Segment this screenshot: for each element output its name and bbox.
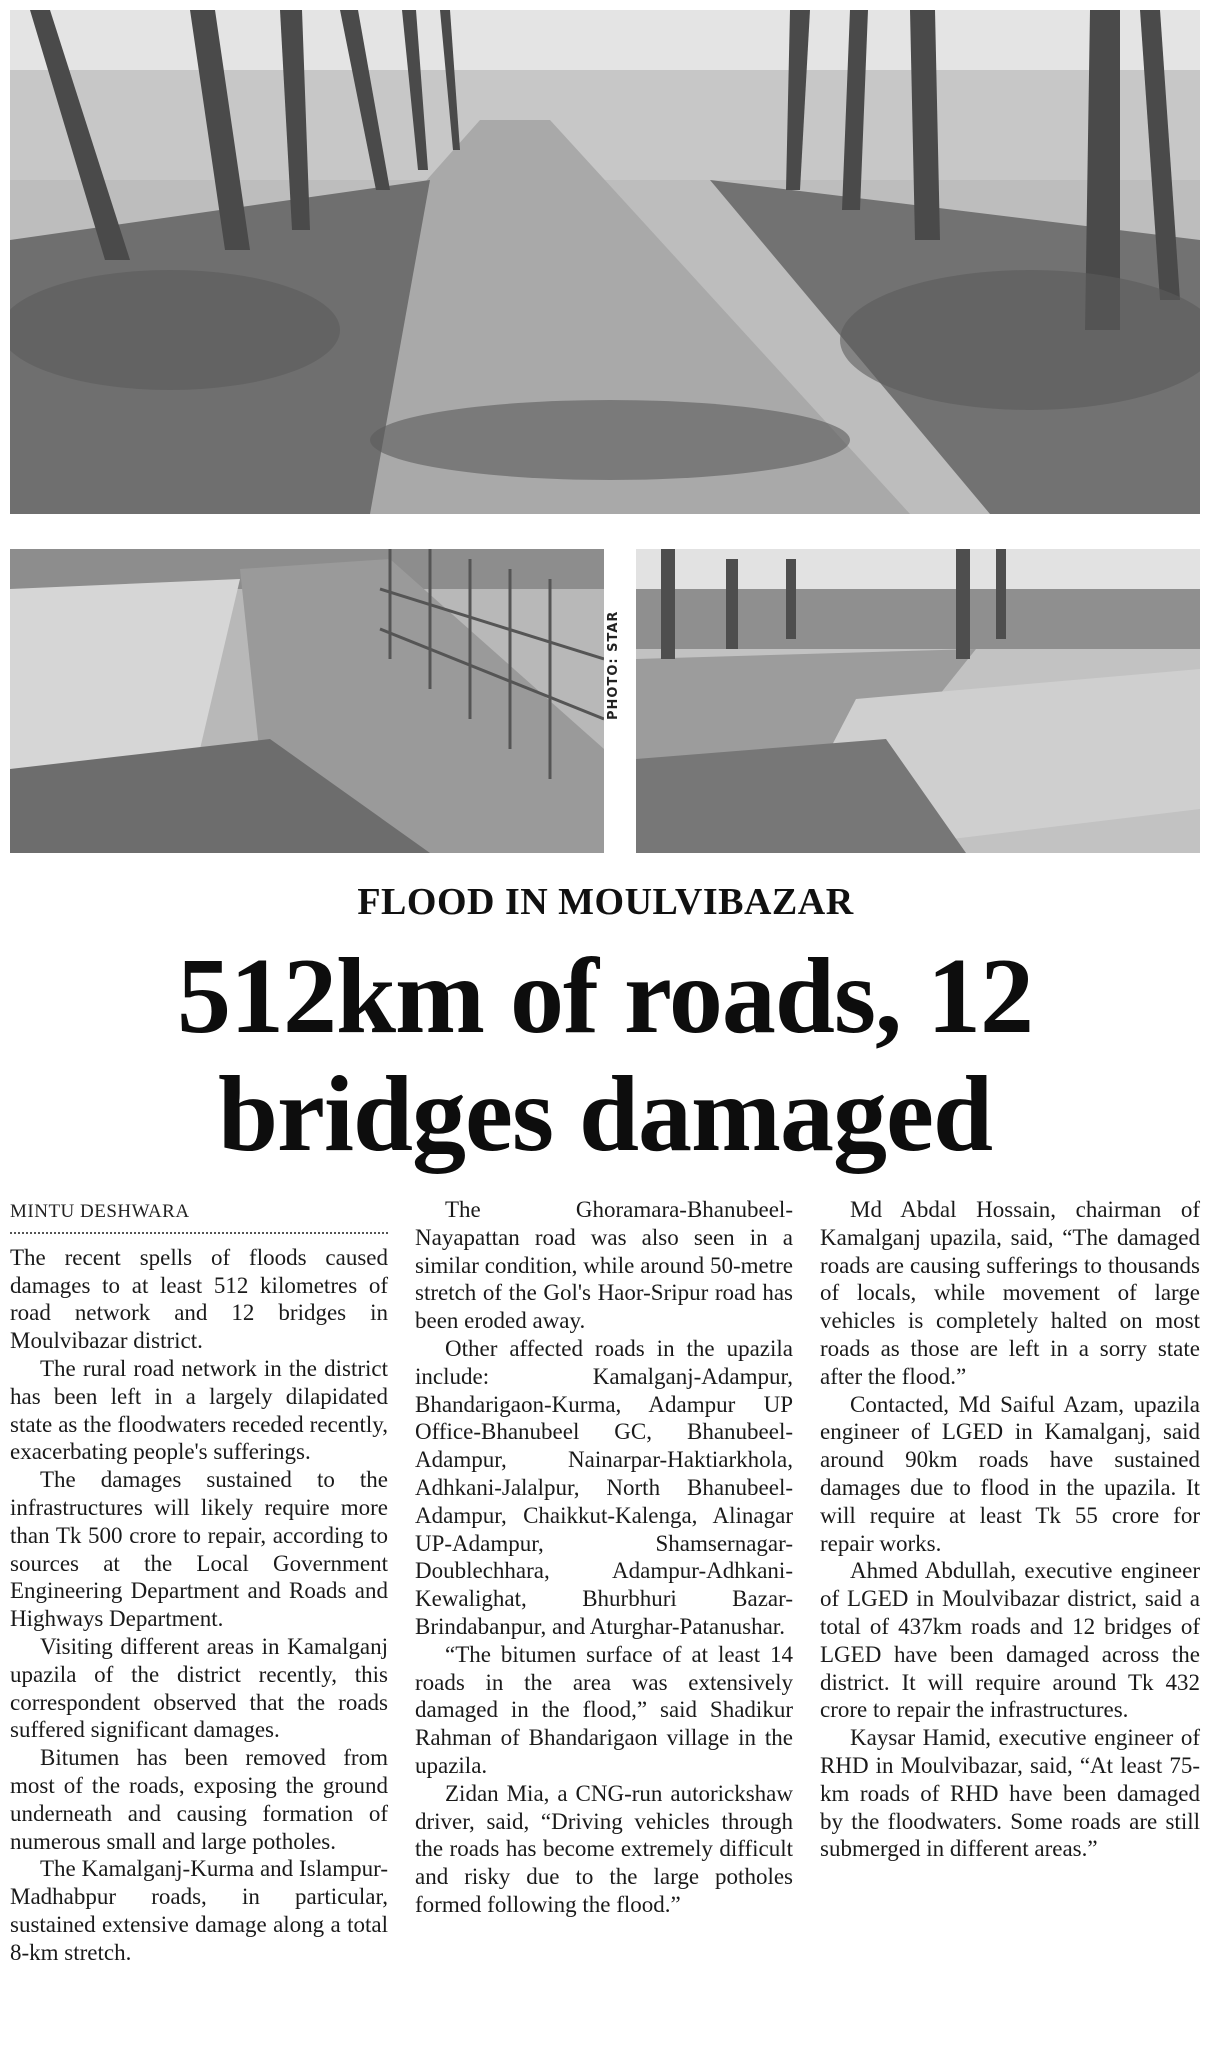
- paragraph-6: The Kamalganj-Kurma and Islampur-Madhabpur roads, in particular, sustained extensive damage along a total 8-km stretch.: [10, 1856, 388, 1965]
- paragraph-7: The Ghoramara-Bhanubeel-Nayapattan road was also seen in a similar condition, while around 50-metre stretch of the Gol's Haor-Sripur road has been eroded away.: [415, 1197, 793, 1334]
- photo-bottom-right-illustration: [636, 549, 1200, 853]
- paragraph-13: Ahmed Abdullah, executive engineer of LGED in Moulvibazar district, said a total of 437km roads and 12 bridges of LGED have been damaged across the district. It will require around Tk 432 crore to repair the infrastructures.: [820, 1558, 1200, 1723]
- paragraph-11: Md Abdal Hossain, chairman of Kamalganj upazila, said, “The damaged roads are causing sufferings to thousands of locals, while movement of large vehicles is completely halted on most roads as those are left in a sorry state after the flood.”: [820, 1197, 1200, 1389]
- paragraph-4: Visiting different areas in Kamalganj upazila of the district recently, this correspondent observed that the roads suffered significant damages.: [10, 1633, 388, 1743]
- article-column-3: [820, 1196, 1200, 1863]
- paragraph-3: The damages sustained to the infrastructures will likely require more than Tk 500 crore to repair, according to sources at the Local Government Engineering Department and Roads and Highways Department.: [10, 1467, 388, 1632]
- headline-line-2: bridges damaged: [217, 1055, 993, 1174]
- paragraph-12: Contacted, Md Saiful Azam, upazila engineer of LGED in Kamalganj, said around 90km roads have sustained damages due to flood in the upazila. It will require at least Tk 55 crore for repair works.: [820, 1391, 1200, 1556]
- byline: MINTU DESHWARA: [10, 1198, 388, 1234]
- photo-eroded-road-fence: [10, 549, 604, 853]
- paragraph-5: Bitumen has been removed from most of the roads, exposing the ground underneath and causing formation of numerous small and large potholes.: [10, 1745, 388, 1854]
- paragraph-1: The recent spells of floods caused damages to at least 512 kilometres of road network and 12 bridges in Moulvibazar district.: [10, 1244, 388, 1354]
- article-column-1: [10, 1198, 388, 1967]
- article-column-2: [415, 1196, 793, 1919]
- paragraph-8: Other affected roads in the upazila include: Kamalganj-Adampur, Bhandarigaon-Kurma, Adampur UP Office-Bhanubeel GC, Bhanubeel-Adampur, Nainarpar-Haktiarkhola, Adhkani-Jalalpur, North Bhanubeel-Adampur, Chaikkut-Kalenga, Alinagar UP-Adampur, Shamsernagar-Doublechhara, Adampur-Adhkani-Kewalighat, Bhurbhuri Bazar-Brindabanpur, and Aturghar-Patanushar.: [415, 1335, 793, 1639]
- photo-bottom-left-illustration: [10, 549, 604, 853]
- paragraph-9: “The bitumen surface of at least 14 roads in the area was extensively damaged in the flood,” said Shadikur Rahman of Bhandarigaon village in the upazila.: [415, 1641, 793, 1778]
- photo-breached-road-water: [636, 549, 1200, 853]
- paragraph-2: The rural road network in the district has been left in a largely dilapidated state as the floodwaters receded recently, exacerbating people's sufferings.: [10, 1355, 388, 1465]
- photo-top-illustration: [10, 10, 1200, 514]
- headline-line-1: 512km of roads, 12: [176, 937, 1034, 1056]
- paragraph-10: Zidan Mia, a CNG-run autorickshaw driver, said, “Driving vehicles through the roads has become extremely difficult and risky due to the large potholes formed following the flood.”: [415, 1780, 793, 1917]
- photo-credit: PHOTO: STAR: [606, 610, 621, 720]
- article-headline: [60, 938, 1150, 1174]
- paragraph-14: Kaysar Hamid, executive engineer of RHD in Moulvibazar, said, “At least 75-km roads of RHD have been damaged by the floodwaters. Some roads are still submerged in different areas.”: [820, 1725, 1200, 1862]
- article-kicker: FLOOD IN MOULVIBAZAR: [357, 881, 854, 923]
- photo-damaged-road-trees: [10, 10, 1200, 514]
